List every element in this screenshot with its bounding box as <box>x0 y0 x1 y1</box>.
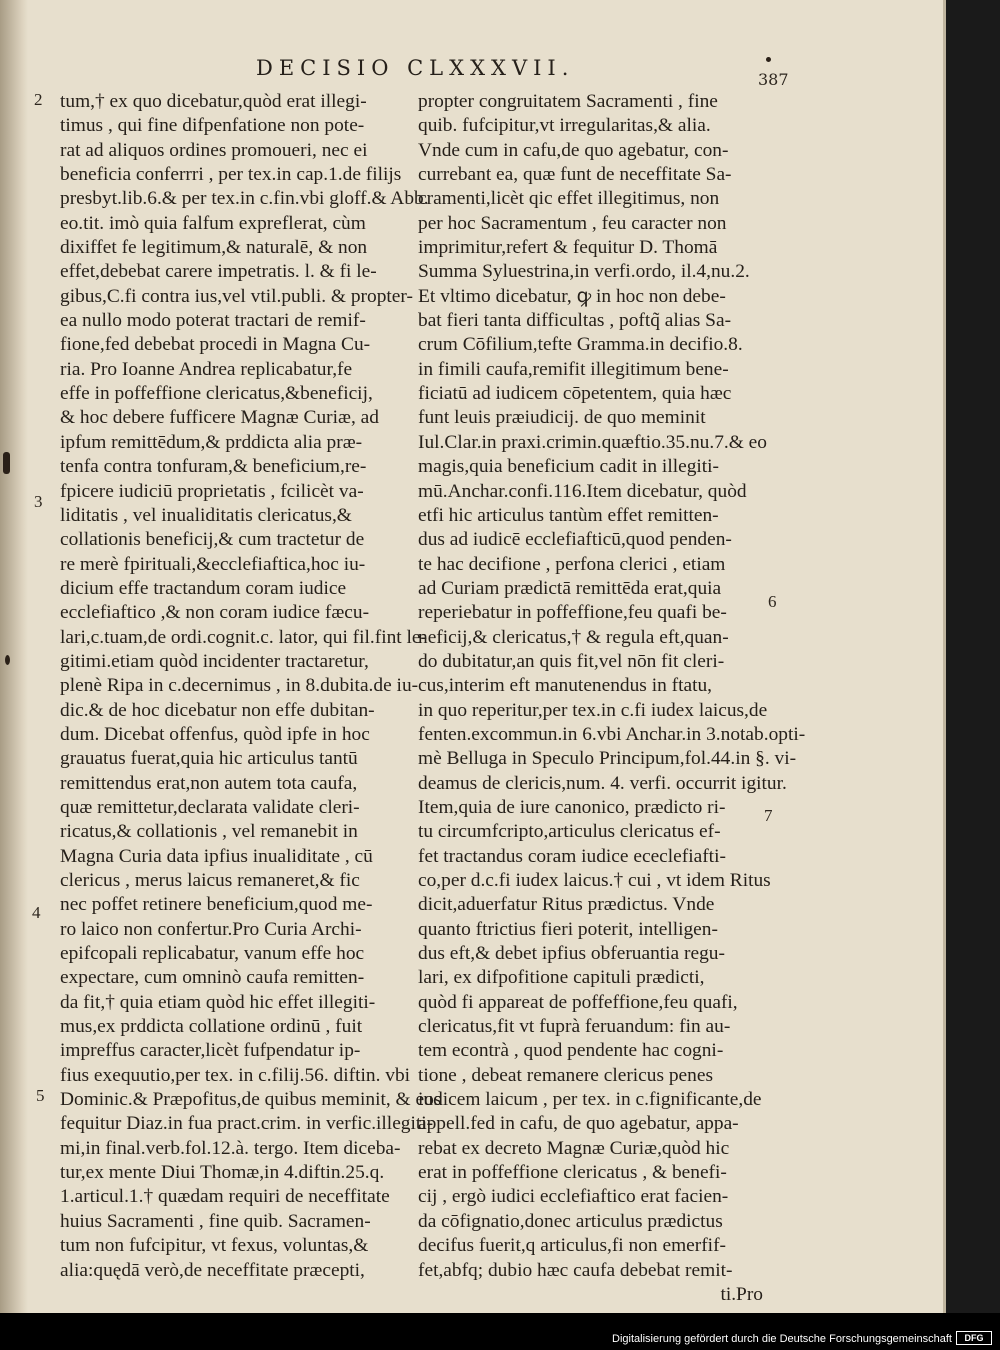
text-line: ti.Pro <box>720 1283 763 1305</box>
text-line: huius Sacramenti , fine quib. Sacramen- <box>60 1210 371 1232</box>
text-line: mè Belluga in Speculo Principum,fol.44.in §. vi- <box>418 748 797 770</box>
text-line: eo.tit. imò quia falfum expreflerat, cùm <box>60 212 366 234</box>
text-line: liditatis , vel inualiditatis clericatus,& <box>60 504 352 526</box>
text-line: Vnde cum in cafu,de quo agebatur, con- <box>418 139 729 161</box>
text-line: neficij,& clericatus,† & regula eft,quan- <box>418 626 729 648</box>
text-line: remittendus erat,non autem tota caufa, <box>60 772 358 794</box>
text-line: tem econtrà , quod pendente hac cogni- <box>418 1040 724 1062</box>
text-line: Summa Syluestrina,in verfi.ordo, il.4,nu.2. <box>418 261 750 283</box>
text-line: crum Cōfilium,tefte Gramma.in decifio.8. <box>418 334 743 356</box>
text-line: rebat ex decreto Magnæ Curiæ,quòd hic <box>418 1137 730 1159</box>
text-line: funt leuis præiudicij. de quo meminit <box>418 407 706 429</box>
text-line: dicium effe tractandum coram iudice <box>60 577 347 599</box>
text-line: appell.fed in cafu, de quo agebatur, appa- <box>418 1113 739 1135</box>
text-line: nec poffet retinere beneficium,quod me- <box>60 894 373 916</box>
text-line: erat in poffeffione clericatus , & benefi- <box>418 1162 727 1184</box>
text-line: gitimi.etiam quòd incidenter tractaretur, <box>60 650 369 672</box>
text-line: ricatus,& collationis , vel remanebit in <box>60 821 358 843</box>
text-line: ria. Pro Ioanne Andrea replicabatur,fe <box>60 358 353 380</box>
text-line: dus eft,& debet ipfius obferuantia regu- <box>418 943 725 965</box>
text-line: quæ remittetur,declarata validate cleri- <box>60 796 360 818</box>
text-line: cus,interim eft manutenendus in ftatu, <box>418 675 713 697</box>
text-line: fet tractandus coram iudice ececlefiafti- <box>418 845 726 867</box>
text-line: in fimili caufa,remifit illegitimum bene- <box>418 358 729 380</box>
text-line: da fit,† quia etiam quòd hic effet illegiti- <box>60 991 376 1013</box>
text-line: deamus de clericis,num. 4. verfi. occurrit igitur. <box>418 772 787 794</box>
text-line: expectare, cum omninò caufa remitten- <box>60 967 365 989</box>
text-line: Iul.Clar.in praxi.crimin.quæftio.35.nu.7.& eo <box>418 431 767 453</box>
margin-number: 5 <box>36 1086 45 1105</box>
text-line: dicit,aduerfatur Ritus prædictus. Vnde <box>418 894 715 916</box>
text-line: iudicem laicum , per tex. in c.fignificante,de <box>418 1089 762 1111</box>
text-line: mi,in final.verb.fol.12.à. tergo. Item diceba- <box>60 1137 401 1159</box>
text-line: cramenti,licèt qic effet illegitimus, non <box>418 188 720 210</box>
text-line: tu circumfcripto,articulus clericatus ef- <box>418 821 721 843</box>
text-line: effet,debebat carere impetratis. l. & fi le- <box>60 261 377 283</box>
text-line: 1.articul.1.† quædam requiri de neceffitate <box>60 1186 390 1208</box>
text-line: tum non fufcipitur, vt fexus, voluntas,& <box>60 1235 369 1257</box>
text-line: effe in poffeffione clericatus,&beneficij, <box>60 383 373 405</box>
ink-blot <box>766 57 771 62</box>
text-line: Item,quia de iure canonico, prædicto ri- <box>418 796 726 818</box>
text-line: etfi hic articulus tantùm effet remitten- <box>418 504 719 526</box>
text-line: plenè Ripa in c.decernimus , in 8.dubita.de iu- <box>60 675 419 697</box>
text-line: tenfa contra tonfuram,& beneficium,re- <box>60 456 367 478</box>
text-line: quib. fufcipitur,vt irregularitas,& alia. <box>418 115 711 137</box>
text-line: co,per d.c.fi iudex laicus.† cui , vt idem Ritus <box>418 870 771 891</box>
text-line: fet,abfq; dubio hæc caufa debebat remit- <box>418 1259 733 1281</box>
text-line: do dubitatur,an quis fit,vel nōn fit cleri- <box>418 650 725 672</box>
margin-number: 2 <box>34 90 43 109</box>
text-line: mū.Anchar.confi.116.Item dicebatur, quòd <box>418 480 747 502</box>
text-line: lari,c.tuam,de ordi.cognit.c. lator, qui fil.fint le- <box>60 626 427 648</box>
text-line: quòd fi appareat de poffeffione,feu quafi, <box>418 991 738 1013</box>
text-line: alia:quędā verò,de neceffitate præcepti, <box>60 1259 365 1281</box>
text-line: ad Curiam prædictā remittēda erat,quia <box>418 577 722 599</box>
text-line: beneficia conferrri , per tex.in cap.1.de filijs <box>60 164 402 186</box>
footer-credit: Digitalisierung gefördert durch die Deutsche Forschungsgemeinschaft <box>612 1333 952 1345</box>
text-line: da cōfignatio,donec articulus prædictus <box>418 1210 723 1232</box>
text-line: fpicere iudiciū proprietatis , fcilicèt va- <box>60 480 364 502</box>
left-text-column <box>60 90 442 1283</box>
text-line: ro laico non confertur.Pro Curia Archi- <box>60 918 362 940</box>
text-line: propter congruitatem Sacramenti , fine <box>418 91 718 112</box>
text-line: magis,quia beneficium cadit in illegiti- <box>418 456 720 478</box>
text-line: & hoc debere fufficere Magnæ Curiæ, ad <box>60 407 379 429</box>
running-head: DECISIO CLXXXVII. <box>256 56 575 80</box>
text-line: bat fieri tanta difficultas , poftq̃ alias Sa- <box>418 310 732 332</box>
text-line: gibus,C.fi contra ius,vel vtil.publi. & propter- <box>60 285 413 307</box>
text-line: grauatus fuerat,quia hic articulus tantū <box>60 748 358 770</box>
text-line: cij , ergò iudici ecclefiaftico erat facien- <box>418 1186 729 1208</box>
text-line: dus ad iudicē ecclefiafticū,quod penden- <box>418 529 732 551</box>
right-text-column <box>418 90 806 1307</box>
text-line: imprimitur,refert & fequitur D. Thomā <box>418 237 718 259</box>
text-line: per hoc Sacramentum , feu caracter non <box>418 212 727 234</box>
text-line: epifcopali replicabatur, vanum effe hoc <box>60 943 365 965</box>
text-line: decifus fuerit,q articulus,fi non emerfif- <box>418 1235 726 1257</box>
text-line: clericatus,fit vt fuprà feruandum: fin au- <box>418 1016 731 1038</box>
text-line: presbyt.lib.6.& per tex.in c.fin.vbi gloff.& Abb. <box>60 188 429 210</box>
text-line: clericus , merus laicus remaneret,& fic <box>60 870 360 891</box>
ink-blot <box>5 655 10 665</box>
text-line: reperiebatur in poffeffione,feu quafi be- <box>418 602 727 624</box>
text-line: te hac decifione , perfona clerici , etiam <box>418 553 726 575</box>
margin-number: 3 <box>34 492 43 511</box>
text-line: fenten.excommun.in 6.vbi Anchar.in 3.notab.opti- <box>418 723 806 745</box>
text-line: lari, ex difpofitione capituli prædicti, <box>418 967 705 989</box>
text-line: rat ad aliquos ordines promoueri, nec ei <box>60 139 368 161</box>
text-line: ea nullo modo poterat tractari de remif- <box>60 310 366 332</box>
page-number: 387 <box>758 70 789 89</box>
dfg-logo: DFG <box>956 1331 992 1345</box>
text-line: mus,ex prddicta collatione ordinū , fuit <box>60 1016 363 1038</box>
text-line: impreffus caracter,licèt fufpendatur ip- <box>60 1040 361 1062</box>
text-line: fius exequutio,per tex. in c.filij.56. diftin. vbi <box>60 1064 411 1086</box>
margin-number: 4 <box>32 903 41 922</box>
text-line: ficiatū ad iudicem cōpetentem, quia hæc <box>418 383 732 405</box>
text-line: Magna Curia data ipfius inualiditate , cū <box>60 845 373 867</box>
text-line: quanto ftrictius fieri poterit, intelligen- <box>418 918 718 940</box>
text-line: dic.& de hoc dicebatur non effe dubitan- <box>60 699 375 721</box>
text-line: ipfum remittēdum,& prddicta alia præ- <box>60 431 363 453</box>
text-line: ecclefiaftico ,& non coram iudice fæcu- <box>60 602 370 624</box>
text-line: tum,† ex quo dicebatur,quòd erat illegi- <box>60 91 367 112</box>
text-line: dixiffet fe legitimum,& naturalē, & non <box>60 237 368 259</box>
text-line: collationis beneficij,& cum tractetur de <box>60 529 365 551</box>
margin-number: 6 <box>768 592 777 611</box>
text-line: tione , debeat remanere clericus penes <box>418 1064 714 1086</box>
text-line: re merè fpirituali,&ecclefiaftica,hoc iu- <box>60 553 366 575</box>
text-line: fequitur Diaz.in fua pract.crim. in verfic.illegiti- <box>60 1113 434 1135</box>
text-line: currebant ea, quæ funt de neceffitate Sa- <box>418 164 732 186</box>
text-line: in quo reperitur,per tex.in c.fi iudex laicus,de <box>418 699 768 721</box>
text-line: Et vltimo dicebatur, ꝙ in hoc non debe- <box>418 285 726 307</box>
text-line: dum. Dicebat offenfus, quòd ipfe in hoc <box>60 723 370 745</box>
text-line: fione,fed debebat procedi in Magna Cu- <box>60 334 371 356</box>
ink-blot <box>3 452 10 474</box>
text-line: tur,ex mente Diui Thomæ,in 4.diftin.25.q. <box>60 1162 385 1184</box>
text-line: timus , qui fine difpenfatione non pote- <box>60 115 365 137</box>
margin-number: 7 <box>764 806 773 825</box>
text-line: Dominic.& Præpofitus,de quibus meminit, & eos <box>60 1089 442 1111</box>
